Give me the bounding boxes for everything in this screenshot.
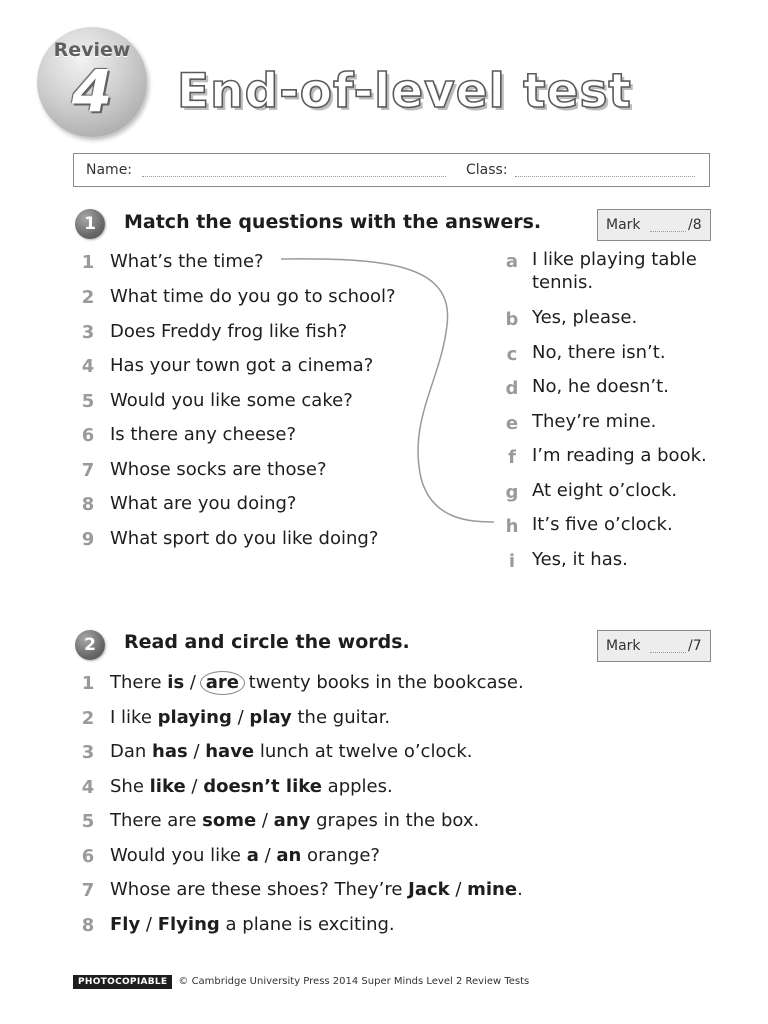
- question-number: 4: [81, 356, 95, 377]
- question-text: What’s the time?: [110, 251, 264, 272]
- exercise-1-mark-box: [597, 209, 711, 241]
- question-number: 7: [81, 460, 95, 481]
- sentence-text: apples.: [321, 776, 393, 797]
- sentence: [110, 776, 393, 797]
- page-title: End-of-level test: [177, 64, 632, 119]
- sentence-number: 1: [81, 673, 95, 694]
- review-badge: [37, 27, 147, 137]
- answer-letter: b: [505, 309, 519, 330]
- question-text: What are you doing?: [110, 493, 297, 514]
- option-2[interactable]: play: [249, 707, 292, 728]
- sentence-text: I like: [110, 707, 158, 728]
- answer-text: It’s five o’clock.: [532, 514, 673, 535]
- sentence: [110, 914, 395, 935]
- answer-letter: h: [505, 516, 519, 537]
- question-text: What sport do you like doing?: [110, 528, 379, 549]
- answer-letter: a: [505, 251, 519, 272]
- answer-text: They’re mine.: [532, 411, 657, 432]
- option-2[interactable]: doesn’t like: [203, 776, 322, 797]
- option-separator: /: [185, 776, 204, 797]
- question-text: Is there any cheese?: [110, 424, 297, 445]
- question-text: Whose socks are those?: [110, 459, 327, 480]
- mark-total: /8: [688, 217, 702, 233]
- option-2[interactable]: have: [205, 741, 255, 762]
- mark-field[interactable]: [650, 231, 686, 232]
- answer-text: Yes, please.: [532, 307, 638, 328]
- answer-letter: e: [505, 413, 519, 434]
- option-1[interactable]: Jack: [408, 879, 450, 900]
- answer-text: I’m reading a book.: [532, 445, 707, 466]
- sentence: [110, 707, 390, 728]
- option-1[interactable]: playing: [157, 707, 232, 728]
- mark-label: Mark: [606, 217, 641, 233]
- sentence-number: 8: [81, 915, 95, 936]
- option-1[interactable]: like: [149, 776, 186, 797]
- exercise-2-title: Read and circle the words.: [124, 631, 410, 653]
- option-2-circled[interactable]: are: [200, 671, 245, 695]
- question-text: Would you like some cake?: [110, 390, 353, 411]
- answer-text: I like playing table tennis.: [532, 249, 697, 293]
- sentence-text: She: [110, 776, 150, 797]
- exercise-1-number: 1: [75, 209, 105, 239]
- mark-label: Mark: [606, 638, 641, 654]
- question-text: Does Freddy frog like fish?: [110, 321, 348, 342]
- answer-text: No, there isn’t.: [532, 342, 666, 363]
- sentence-text: .: [517, 879, 523, 900]
- mark-total: /7: [688, 638, 702, 654]
- sentence: [110, 845, 380, 866]
- option-2[interactable]: Flying: [157, 914, 220, 935]
- badge-label: Review: [53, 39, 131, 61]
- option-1[interactable]: is: [167, 672, 185, 693]
- sentence-text: lunch at twelve o’clock.: [254, 741, 473, 762]
- question-number: 8: [81, 494, 95, 515]
- sentence-text: grapes in the box.: [310, 810, 480, 831]
- option-separator: /: [140, 914, 158, 935]
- sentence: [110, 741, 473, 762]
- sentence: [110, 879, 523, 900]
- answer-letter: f: [508, 447, 516, 468]
- answer-text: No, he doesn’t.: [532, 376, 669, 397]
- class-field[interactable]: [515, 176, 695, 177]
- option-separator: /: [231, 707, 250, 728]
- sentence-text: Whose are these shoes? They’re: [110, 879, 409, 900]
- question-text: Has your town got a cinema?: [110, 355, 374, 376]
- sentence-text: Dan: [110, 741, 153, 762]
- mark-field[interactable]: [650, 652, 686, 653]
- sentence-number: 7: [81, 880, 95, 901]
- sentence-number: 6: [81, 846, 95, 867]
- sentence: [110, 810, 479, 831]
- option-2[interactable]: any: [273, 810, 311, 831]
- exercise-2-mark-box: [597, 630, 711, 662]
- answer-letter: i: [508, 551, 516, 572]
- sentence-text: the guitar.: [291, 707, 391, 728]
- option-1[interactable]: a: [246, 845, 259, 866]
- sentence-number: 4: [81, 777, 95, 798]
- sentence-number: 2: [81, 708, 95, 729]
- question-number: 6: [81, 425, 95, 446]
- question-number: 1: [81, 252, 95, 273]
- name-field[interactable]: [142, 176, 446, 177]
- option-separator: /: [184, 672, 202, 693]
- answer-text: Yes, it has.: [532, 549, 628, 570]
- exercise-2-number: 2: [75, 630, 105, 660]
- sentence-number: 3: [81, 742, 95, 763]
- question-text: What time do you go to school?: [110, 286, 396, 307]
- answer-text: At eight o’clock.: [532, 480, 678, 501]
- option-separator: /: [256, 810, 274, 831]
- answer-letter: c: [506, 344, 518, 365]
- sentence-text: twenty books in the bookcase.: [242, 672, 524, 693]
- option-separator: /: [449, 879, 468, 900]
- exercise-1-title: Match the questions with the answers.: [124, 211, 542, 233]
- question-number: 3: [81, 322, 95, 343]
- question-number: 5: [81, 391, 95, 412]
- badge-number: 4: [71, 57, 113, 125]
- question-number: 9: [81, 529, 95, 550]
- photocopiable-badge: PHOTOCOPIABLE: [73, 975, 172, 989]
- class-label: Class:: [466, 162, 508, 178]
- sentence: [110, 672, 524, 693]
- copyright-text: © Cambridge University Press 2014 Super Minds Level 2 Review Tests: [178, 976, 530, 987]
- question-number: 2: [81, 287, 95, 308]
- name-label: Name:: [86, 162, 133, 178]
- sentence-number: 5: [81, 811, 95, 832]
- option-1[interactable]: some: [202, 810, 257, 831]
- sentence-text: a plane is exciting.: [219, 914, 395, 935]
- option-1[interactable]: has: [152, 741, 188, 762]
- footer: [73, 975, 529, 989]
- option-separator: /: [187, 741, 206, 762]
- sentence-text: There: [110, 672, 168, 693]
- sentence-text: orange?: [301, 845, 380, 866]
- sentence-text: Would you like: [110, 845, 247, 866]
- answer-letter: g: [505, 482, 519, 503]
- option-2[interactable]: mine: [467, 879, 518, 900]
- option-2[interactable]: an: [276, 845, 302, 866]
- option-1[interactable]: Fly: [110, 914, 141, 935]
- answer-letter: d: [505, 378, 519, 399]
- name-class-box: [73, 153, 710, 187]
- sentence-text: There are: [110, 810, 203, 831]
- option-separator: /: [258, 845, 277, 866]
